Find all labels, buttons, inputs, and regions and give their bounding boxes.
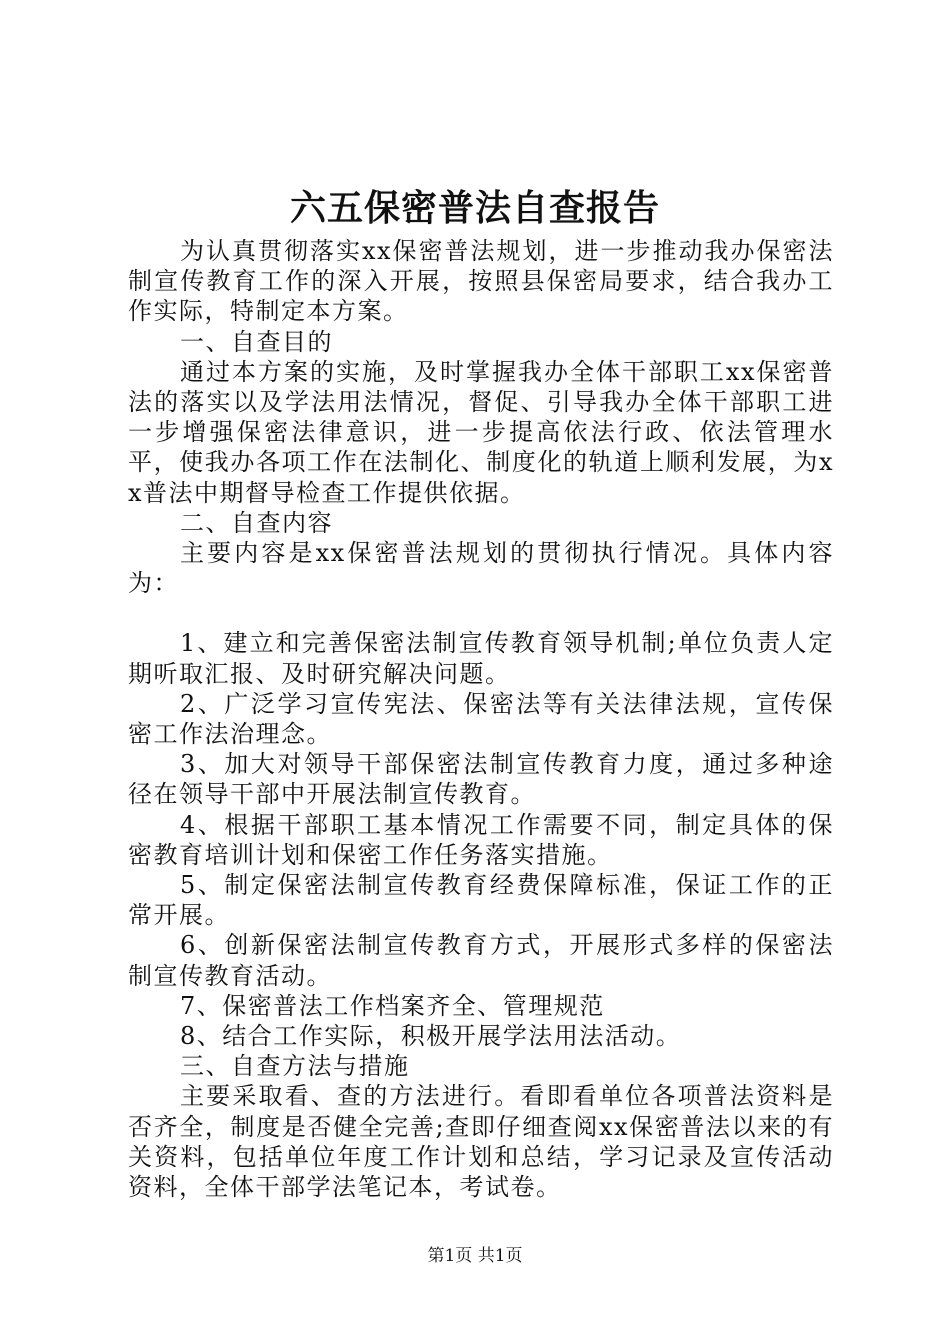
section-heading-purpose: 一、自查目的 [180,327,333,356]
purpose-paragraph: 通过本方案的实施，及时掌握我办全体干部职工xx保密普法的落实以及学法用法情况，督促、引导我办全体干部职工进一步增强保密法律意识，进一步提高依法行政、依法管理水平，使我办各项工作在法制化、制度化的轨道上顺利发展，为xx普法中期督导检查工作提供依据。 [128,357,834,507]
methods-paragraph: 主要采取看、查的方法进行。看即看单位各项普法资料是否齐全，制度是否健全完善;查即仔细查阅xx保密普法以来的有关资料，包括单位年度工作计划和总结，学习记录及宣传活动资料，全体干部学法笔记本，考试卷。 [128,1082,834,1202]
list-item: 4、根据干部职工基本情况工作需要不同，制定具体的保密教育培训计划和保密工作任务落实措施。 [128,810,834,869]
document-body [128,236,834,1202]
list-item: 6、创新保密法制宣传教育方式，开展形式多样的保密法制宣传教育活动。 [128,931,834,990]
section-heading-methods: 三、自查方法与措施 [180,1052,410,1081]
list-item: 7、保密普法工作档案齐全、管理规范 [180,991,605,1020]
content-summary-paragraph: 主要内容是xx保密普法规划的贯彻执行情况。具体内容为： [128,539,834,598]
list-item: 5、制定保密法制宣传教育经费保障标准，保证工作的正常开展。 [128,871,834,930]
list-item: 8、结合工作实际，积极开展学法用法活动。 [180,1022,682,1051]
blank-line [128,598,834,628]
document-title: 六五保密普法自查报告 [289,187,660,229]
list-item: 3、加大对领导干部保密法制宣传教育力度，通过多种途径在领导干部中开展法制宣传教育。 [128,750,834,809]
list-item: 2、广泛学习宣传宪法、保密法等有关法律法规，宣传保密工作法治理念。 [128,689,834,749]
page-footer: 第1页 共1页 [427,1246,523,1266]
intro-paragraph: 为认真贯彻落实xx保密普法规划，进一步推动我办保密法制宣传教育工作的深入开展，按照县保密局要求，结合我办工作实际，特制定本方案。 [128,237,834,326]
list-item: 1、建立和完善保密法制宣传教育领导机制;单位负责人定期听取汇报、及时研究解决问题。 [128,629,834,688]
section-heading-content: 二、自查内容 [180,508,333,537]
